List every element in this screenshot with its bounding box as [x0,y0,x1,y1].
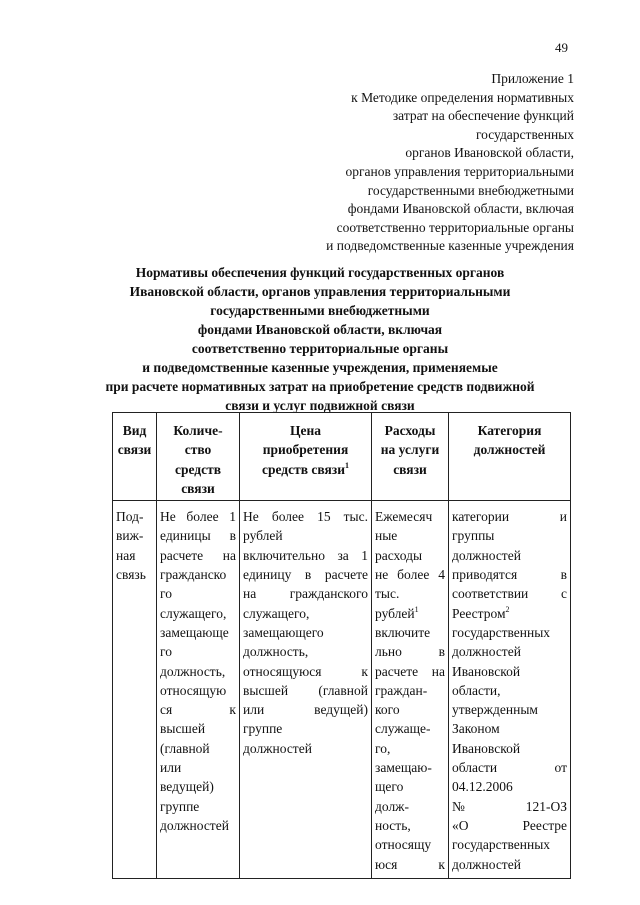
footnote-marker: 1 [414,604,419,614]
column-header [372,413,449,501]
column-header-line [116,440,153,459]
cell-device-quantity [157,501,240,879]
appendix-line: затрат на обеспечение функций [392,108,574,124]
column-header-line [243,440,368,459]
cell-line: области от [452,760,567,776]
cell-line: ные [375,528,398,544]
cell-line: Ивановской [452,740,521,756]
cell-line: должностей [452,644,521,660]
column-header-text: средств [174,461,222,477]
title-line: Ивановской области, органов управления территориальными [129,284,511,299]
title-line: фондами Ивановской области, включая [197,322,443,337]
appendix-reference [270,70,574,256]
cell-line: ная [116,547,136,563]
cell-line: должность, [243,644,309,660]
column-header-text: средств связи [261,461,346,477]
cell-line: тыс. [375,586,400,602]
column-header-line [375,421,445,440]
appendix-line: Приложение 1 [491,71,574,86]
cell-line: долж- [375,798,410,814]
title-line: связи и услуг подвижной связи [225,398,415,413]
cell-line: включительно за 1 [243,547,368,563]
footnote-marker: 1 [345,460,350,470]
appendix-line: и подведомственные казенные учреждения [326,238,574,254]
column-header-text: Расходы [384,423,436,438]
cell-line: замещаю- [375,760,432,776]
page-number: 49 [555,40,568,55]
cell-line: ся к [160,702,236,718]
cell-line: Не более 15 тыс. [243,509,368,525]
cell-line: льно в [375,644,445,660]
cell-line-text: рублей [375,605,415,621]
column-header-text: Вид [122,423,147,438]
column-header-line [116,421,153,440]
cell-line: виж- [116,528,144,544]
appendix-line: государственных [475,126,574,142]
column-header-line [243,421,368,440]
column-header-line [375,440,445,459]
norms-table [112,412,571,879]
cell-line: группе [243,721,283,737]
cell-position-category [449,501,571,879]
appendix-line: органов Ивановской области, [405,145,574,161]
cell-line: № 121-ОЗ [452,798,567,814]
table-header-row [113,413,571,501]
cell-line: граждан- [375,682,428,698]
column-header-text: на услуги [380,442,440,458]
cell-line [452,604,567,623]
cell-line: или [160,760,182,776]
column-header-text: связи [181,480,215,496]
cell-line: «О Реестре [452,817,567,833]
cell-line: (главной [160,740,210,756]
cell-line: государственных [452,837,551,853]
cell-line: должность, [160,663,226,679]
title-line: государственными внебюджетными [210,303,430,318]
appendix-line: соответственно территориальные органы [336,219,574,235]
cell-line: утвержденным [452,702,538,718]
cell-line: расчете на [375,663,445,679]
column-header-text: приобретения [262,442,349,458]
document-title [90,263,550,415]
cell-line: должностей [452,547,521,563]
cell-line: 04.12.2006 [452,779,513,795]
footnote-marker: 2 [505,604,510,614]
column-header-line [160,421,236,440]
cell-line: относящуюся к [243,663,368,679]
column-header-text: ство [184,442,212,458]
cell-line: ность, [375,817,411,833]
cell-line: области, [452,682,501,698]
cell-line [375,604,445,623]
cell-line: Ивановской [452,663,521,679]
cell-line: должностей [160,817,229,833]
column-header-line [243,460,368,479]
cell-line: Законом [452,721,500,737]
cell-line: соответствии с [452,586,567,602]
title-line: соответственно территориальные органы [191,341,449,356]
cell-line: группе [160,798,200,814]
column-header-text: должностей [473,442,546,458]
appendix-line: государственными внебюджетными [367,182,574,198]
appendix-line: фондами Ивановской области, включая [347,201,574,217]
column-header-text: связи [393,461,427,477]
title-line: и подведомственные казенные учреждения, применяемые [142,360,498,375]
cell-line: ведущей) [160,779,214,795]
cell-line: го [160,586,172,602]
cell-line: Под- [116,509,144,525]
cell-line: служащего, [160,605,227,621]
table-row [113,501,571,879]
cell-service-costs [372,501,449,879]
cell-line: государственных [452,624,551,640]
cell-line: замещающе [160,624,229,640]
cell-line: высшей (главной [243,682,368,698]
cell-line: расходы [375,547,423,563]
cell-line: гражданско [160,567,227,583]
cell-line: должностей [243,740,312,756]
cell-line: го, [375,740,391,756]
cell-line: щего [375,779,404,795]
cell-connection-type [113,501,157,879]
cell-line: должностей [452,856,521,872]
column-header-text: Количе- [173,423,223,438]
appendix-line: к Методике определения нормативных [351,89,574,105]
cell-line: замещающего [243,624,324,640]
column-header-line [160,460,236,479]
cell-line: единицы в [160,528,236,544]
column-header-line [160,440,236,459]
cell-line: Ежемесяч [375,509,433,525]
cell-line: служаще- [375,721,431,737]
cell-line: расчете на [160,547,236,563]
cell-line: го [160,644,172,660]
column-header-line [452,440,567,459]
column-header-line [375,460,445,479]
cell-line: приводятся в [452,567,567,583]
cell-line: юся к [375,856,445,872]
column-header-line [160,479,236,498]
title-line: Нормативы обеспечения функций государственных органов [135,265,505,280]
cell-line: не более 4 [375,567,445,583]
cell-line: единицу в расчете [243,567,368,583]
column-header-text: связи [117,442,152,458]
column-header [449,413,571,501]
column-header-text: Цена [289,423,322,438]
cell-line: кого [375,702,400,718]
cell-line: высшей [160,721,206,737]
cell-line: относящу [375,837,432,853]
column-header-line [452,421,567,440]
cell-line: включите [375,624,431,640]
cell-line: на гражданского [243,586,368,602]
cell-line: Не более 1 [160,509,236,525]
cell-line-text: Реестром [452,605,506,621]
cell-line: группы [452,528,495,544]
title-line: при расчете нормативных затрат на приобретение средств подвижной [105,379,535,394]
column-header [240,413,372,501]
column-header [113,413,157,501]
appendix-line: органов управления территориальными [345,163,574,179]
cell-line: служащего, [243,605,310,621]
column-header [157,413,240,501]
cell-line: или ведущей) [243,702,368,718]
cell-line: связь [116,567,146,583]
column-header-text: Категория [477,423,542,438]
cell-line: категории и [452,509,567,525]
cell-line: относящую [160,682,227,698]
cell-purchase-price [240,501,372,879]
cell-line: рублей [243,528,283,544]
